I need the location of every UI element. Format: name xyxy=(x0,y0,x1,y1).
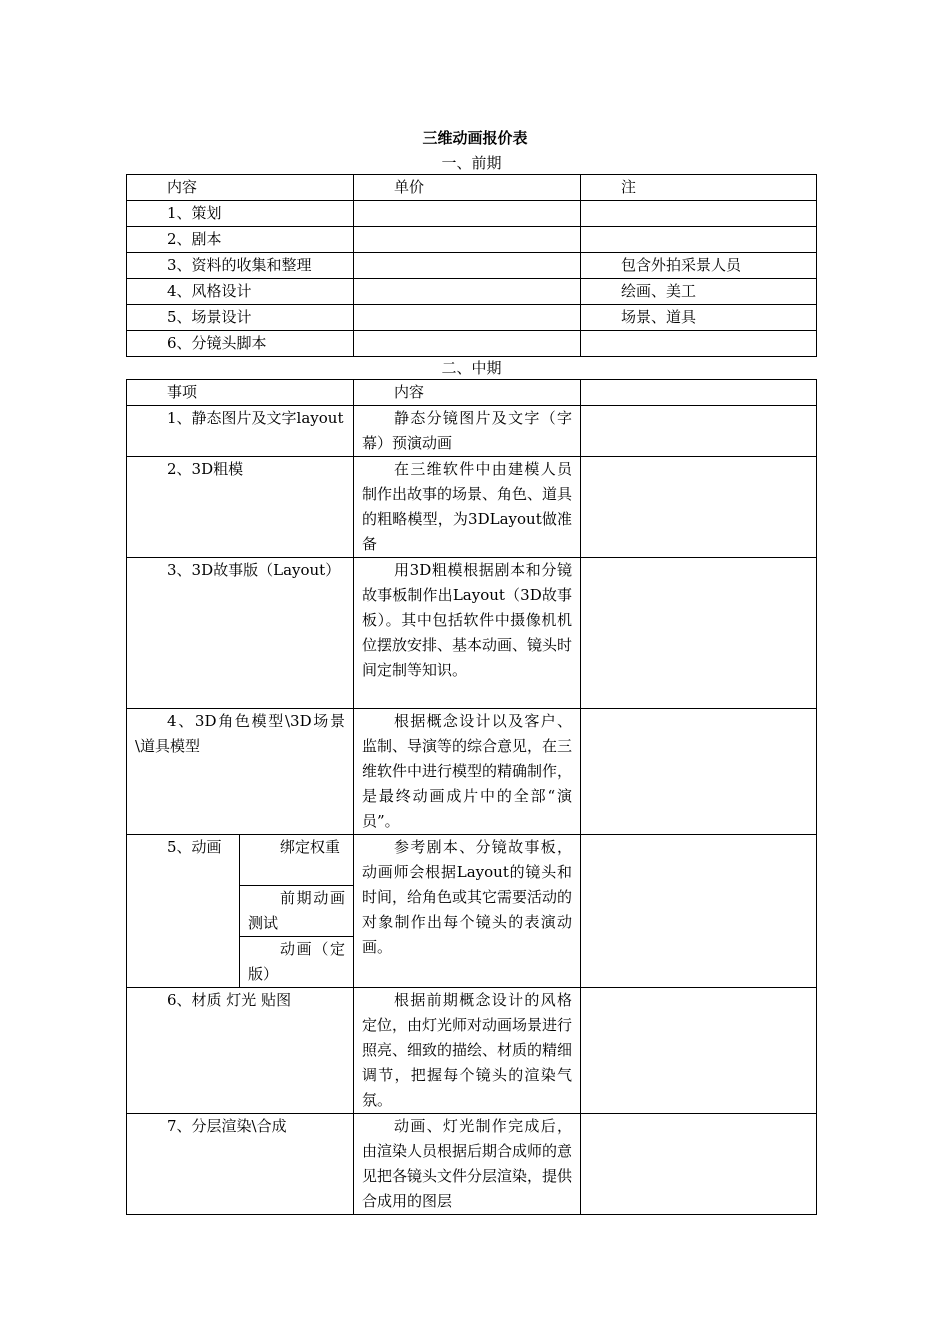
content-cell: 用3D粗模根据剧本和分镜故事板制作出Layout（3D故事板）。其中包括软件中摄像机机位摆放安排、基本动画、镜头时间定制等知识。 xyxy=(354,558,581,709)
item-cell: 3、3D故事版（Layout） xyxy=(127,558,354,709)
header-cell: 内容 xyxy=(127,175,354,201)
header-cell: 事项 xyxy=(127,380,354,406)
header-cell: 注 xyxy=(581,175,817,201)
content-cell: 静态分镜图片及文字（字幕）预演动画 xyxy=(354,406,581,457)
table-header-row xyxy=(127,175,817,201)
item-cell: 1、静态图片及文字layout xyxy=(127,406,354,457)
table-row xyxy=(127,709,817,835)
note-cell xyxy=(581,457,817,558)
table-row xyxy=(127,331,817,357)
price-cell xyxy=(354,279,581,305)
item-cell: 4、风格设计 xyxy=(127,279,354,305)
item-cell: 2、3D粗模 xyxy=(127,457,354,558)
content-cell: 动画、灯光制作完成后，由渲染人员根据后期合成师的意见把各镜头文件分层渲染，提供合成用的图层 xyxy=(354,1114,581,1215)
table-row xyxy=(127,201,817,227)
item-cell: 6、分镜头脚本 xyxy=(127,331,354,357)
note-cell: 包含外拍采景人员 xyxy=(581,253,817,279)
table-row xyxy=(127,988,817,1114)
subitem-cell: 前期动画测试 xyxy=(240,886,354,937)
note-cell xyxy=(581,988,817,1114)
table-row xyxy=(127,558,817,709)
price-cell xyxy=(354,227,581,253)
item-cell: 7、分层渲染\合成 xyxy=(127,1114,354,1215)
header-cell xyxy=(581,380,817,406)
note-cell xyxy=(581,201,817,227)
item-cell: 4、3D角色模型\3D场景\道具模型 xyxy=(127,709,354,835)
item-cell: 5、动画 xyxy=(127,835,240,988)
table-row xyxy=(127,227,817,253)
item-cell: 5、场景设计 xyxy=(127,305,354,331)
section-heading-production: 二、中期 xyxy=(441,359,502,377)
note-cell xyxy=(581,835,817,988)
table-row xyxy=(127,457,817,558)
note-cell: 绘画、美工 xyxy=(581,279,817,305)
production-table xyxy=(126,379,817,1215)
content-cell: 在三维软件中由建模人员制作出故事的场景、角色、道具的粗略模型，为3DLayout做准备 xyxy=(354,457,581,558)
header-cell: 单价 xyxy=(354,175,581,201)
table-row xyxy=(127,253,817,279)
price-cell xyxy=(354,331,581,357)
price-cell xyxy=(354,253,581,279)
note-cell xyxy=(581,406,817,457)
table-header-row xyxy=(127,380,817,406)
table-row xyxy=(127,305,817,331)
price-cell xyxy=(354,305,581,331)
note-cell xyxy=(581,227,817,253)
content-cell: 参考剧本、分镜故事板，动画师会根据Layout的镜头和时间，给角色或其它需要活动的对象制作出每个镜头的表演动画。 xyxy=(354,835,581,988)
header-cell: 内容 xyxy=(354,380,581,406)
note-cell xyxy=(581,331,817,357)
table-row xyxy=(127,1114,817,1215)
subitem-cell: 绑定权重 xyxy=(240,835,354,886)
subitem-cell: 动画（定版） xyxy=(240,937,354,988)
content-cell: 根据前期概念设计的风格定位，由灯光师对动画场景进行照亮、细致的描绘、材质的精细调节，把握每个镜头的渲染气氛。 xyxy=(354,988,581,1114)
content-cell: 根据概念设计以及客户、监制、导演等的综合意见，在三维软件中进行模型的精确制作，是最终动画成片中的全部“演员”。 xyxy=(354,709,581,835)
section-heading-preproduction: 一、前期 xyxy=(441,154,502,172)
item-cell: 2、剧本 xyxy=(127,227,354,253)
item-cell: 1、策划 xyxy=(127,201,354,227)
note-cell xyxy=(581,1114,817,1215)
table-row xyxy=(127,279,817,305)
note-cell xyxy=(581,558,817,709)
note-cell: 场景、道具 xyxy=(581,305,817,331)
item-cell: 3、资料的收集和整理 xyxy=(127,253,354,279)
preproduction-table xyxy=(126,174,817,357)
price-cell xyxy=(354,201,581,227)
item-cell: 6、材质 灯光 贴图 xyxy=(127,988,354,1114)
page-title: 三维动画报价表 xyxy=(422,129,528,147)
table-row xyxy=(127,835,817,886)
table-row xyxy=(127,406,817,457)
note-cell xyxy=(581,709,817,835)
